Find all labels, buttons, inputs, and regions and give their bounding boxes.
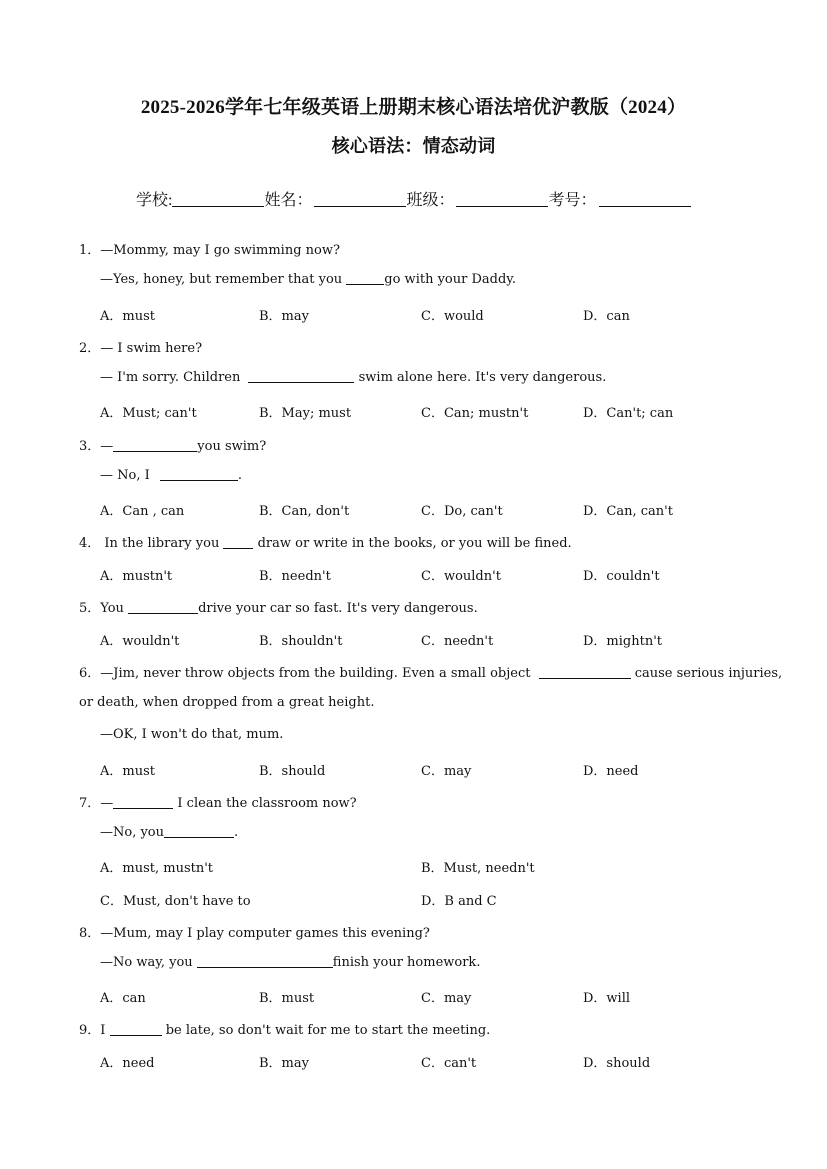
exam-no-field[interactable]: [599, 190, 691, 207]
question-2: [79, 337, 202, 356]
question-5: [79, 597, 478, 616]
question-number: 3．: [79, 439, 101, 454]
option-b[interactable]: B．should: [259, 764, 326, 779]
question-text: — No, I: [100, 468, 154, 483]
name-field[interactable]: [314, 190, 406, 207]
question-number: 5．: [79, 601, 101, 616]
question-text: I: [100, 1023, 110, 1038]
school-field[interactable]: [172, 190, 264, 207]
question-text: you swim?: [197, 439, 267, 454]
question-text: finish your homework.: [332, 955, 481, 970]
question-text: In the library you: [100, 536, 224, 551]
question-4: [79, 532, 572, 551]
option-a[interactable]: A．need: [100, 1056, 155, 1071]
option-c[interactable]: C．may: [421, 991, 472, 1006]
question-text: —Mum, may I play computer games this evening?: [100, 926, 430, 941]
option-b[interactable]: B．shouldn't: [259, 634, 343, 649]
option-a[interactable]: A．Can , can: [100, 504, 185, 519]
option-d[interactable]: D．will: [583, 991, 631, 1006]
option-c[interactable]: C．would: [421, 309, 484, 324]
answer-blank[interactable]: [346, 273, 384, 285]
answer-blank[interactable]: [539, 667, 631, 679]
option-b[interactable]: B．may: [259, 309, 309, 324]
question-7: [79, 792, 357, 811]
answer-blank[interactable]: [160, 469, 238, 481]
question-text: draw or write in the books, or you will be fined.: [253, 536, 572, 551]
question-text: — I swim here?: [100, 341, 203, 356]
question-number: 4．: [79, 536, 101, 551]
question-text: — I'm sorry. Children: [100, 370, 245, 385]
option-a[interactable]: A．must, mustn't: [100, 861, 214, 876]
option-a[interactable]: A．wouldn't: [100, 634, 180, 649]
class-field[interactable]: [456, 190, 548, 207]
answer-blank[interactable]: [113, 797, 173, 809]
answer-blank[interactable]: [110, 1024, 162, 1036]
question-3-reply: [100, 468, 242, 483]
question-text: .: [237, 468, 243, 483]
exam-no-label: 考号：: [548, 192, 597, 209]
question-number: 8．: [79, 926, 101, 941]
question-number: 2．: [79, 341, 101, 356]
question-1: [79, 239, 340, 258]
question-3: [79, 435, 266, 454]
option-d[interactable]: D．can: [583, 309, 630, 324]
option-d[interactable]: D．couldn't: [583, 569, 660, 584]
option-b[interactable]: B．Must, needn't: [421, 861, 535, 876]
option-b[interactable]: B．may: [259, 1056, 309, 1071]
option-d[interactable]: D．Can't; can: [583, 406, 674, 421]
option-c[interactable]: C．needn't: [421, 634, 494, 649]
question-text: .: [234, 825, 239, 840]
question-text: —Mommy, may I go swimming now?: [100, 243, 340, 258]
option-c[interactable]: C．can't: [421, 1056, 477, 1071]
question-8: [79, 922, 430, 941]
option-c[interactable]: C．Must, don't have to: [100, 894, 251, 909]
question-text: cause serious injuries,: [630, 666, 783, 681]
option-d[interactable]: D．should: [583, 1056, 651, 1071]
option-d[interactable]: D．need: [583, 764, 639, 779]
question-1-reply: [100, 272, 516, 287]
question-text: —: [100, 796, 114, 811]
option-c[interactable]: C．Do, can't: [421, 504, 503, 519]
question-text: —Jim, never throw objects from the building. Even a small object: [100, 666, 535, 681]
option-a[interactable]: A．can: [100, 991, 146, 1006]
question-text: swim alone here. It's very dangerous.: [354, 370, 607, 385]
student-info-row: [136, 187, 691, 210]
name-label: 姓名：: [264, 192, 313, 209]
question-9: [79, 1019, 490, 1038]
question-text: go with your Daddy.: [384, 272, 517, 287]
option-c[interactable]: C．Can; mustn't: [421, 406, 529, 421]
option-d[interactable]: D．mightn't: [583, 634, 662, 649]
option-d[interactable]: D．Can, can't: [583, 504, 673, 519]
answer-blank[interactable]: [223, 537, 253, 549]
option-a[interactable]: A．mustn't: [100, 569, 173, 584]
answer-blank[interactable]: [248, 371, 354, 383]
question-7-reply: [100, 825, 238, 840]
question-number: 6．: [79, 666, 101, 681]
question-text: —Yes, honey, but remember that you: [100, 272, 347, 287]
question-text: I clean the classroom now?: [173, 796, 357, 811]
question-number: 7．: [79, 796, 101, 811]
answer-blank[interactable]: [197, 956, 333, 968]
class-label: 班级：: [406, 192, 455, 209]
question-text: —No way, you: [100, 955, 197, 970]
question-text: drive your car so fast. It's very dangerous.: [198, 601, 478, 616]
option-d[interactable]: D．B and C: [421, 894, 497, 909]
question-6-cont: or death, when dropped from a great height.: [79, 695, 375, 710]
page-subtitle: 核心语法：情态动词: [331, 136, 496, 156]
question-number: 9．: [79, 1023, 101, 1038]
answer-blank[interactable]: [164, 826, 234, 838]
school-label: 学校:: [136, 192, 173, 209]
question-2-reply: [100, 370, 606, 385]
option-b[interactable]: B．Can, don't: [259, 504, 350, 519]
option-a[interactable]: A．must: [100, 764, 155, 779]
question-text: —: [100, 439, 114, 454]
answer-blank[interactable]: [128, 602, 198, 614]
question-8-reply: [100, 955, 480, 970]
answer-blank[interactable]: [113, 440, 197, 452]
question-6-reply: —OK, I won't do that, mum.: [100, 727, 284, 742]
option-c[interactable]: C．wouldn't: [421, 569, 501, 584]
option-a[interactable]: A．must: [100, 309, 155, 324]
option-c[interactable]: C．may: [421, 764, 472, 779]
question-text: be late, so don't wait for me to start the meeting.: [161, 1023, 491, 1038]
question-text: —No, you: [100, 825, 165, 840]
page-title: 2025-2026学年七年级英语上册期末核心语法培优沪教版（2024）: [140, 97, 687, 118]
option-b[interactable]: B．must: [259, 991, 315, 1006]
question-number: 1．: [79, 243, 101, 258]
option-a[interactable]: A．Must; can't: [100, 406, 197, 421]
question-text: You: [100, 601, 129, 616]
question-6: [79, 662, 782, 681]
option-b[interactable]: B．May; must: [259, 406, 352, 421]
option-b[interactable]: B．needn't: [259, 569, 331, 584]
